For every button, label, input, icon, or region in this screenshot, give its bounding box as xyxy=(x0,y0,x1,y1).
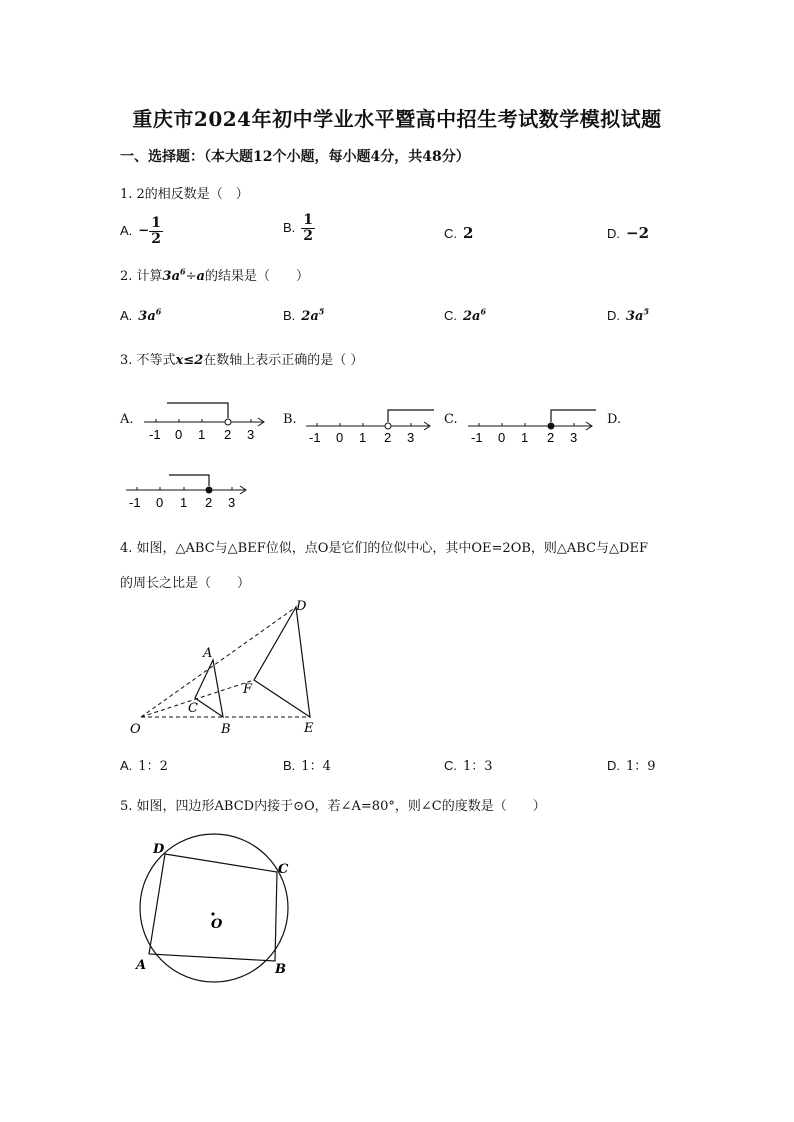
q2-expr-base: 3a xyxy=(162,269,181,284)
q1-option-d-label: D. xyxy=(607,226,620,241)
quadrilateral-abcd xyxy=(149,854,277,961)
center-point xyxy=(211,912,214,915)
q2-option-a-label: A. xyxy=(120,308,133,323)
q3-stem xyxy=(120,349,363,368)
q4-stem-line1: 4. 如图，△ABC与△BEF位似，点O是它们的位似中心，其中OE=2OB，则△ABC与△DEF xyxy=(120,541,648,556)
solution-ray xyxy=(551,410,596,422)
q1-option-c-value: 2 xyxy=(463,224,474,242)
q1-option-a-label: A. xyxy=(120,222,133,238)
open-endpoint xyxy=(225,419,231,425)
q2-stem-suffix: 的结果是（ ） xyxy=(204,269,309,284)
q4-option-b-value: 1：4 xyxy=(301,759,331,774)
q3-option-a-label: A. xyxy=(120,412,134,427)
q2-option-b-term: 2a xyxy=(301,309,319,324)
q4-option-c-label: C. xyxy=(444,758,457,773)
q2-stem-prefix: 2. 计算 xyxy=(120,269,163,284)
q1-option-c xyxy=(444,224,473,242)
q2-option-d-label: D. xyxy=(607,308,620,323)
tick-label: 3 xyxy=(570,430,578,445)
q1-option-b-denominator: 2 xyxy=(303,227,314,244)
closed-endpoint xyxy=(206,487,212,493)
q4-option-b-label: B. xyxy=(283,758,296,773)
tick-label: 1 xyxy=(180,495,188,510)
q2-stem xyxy=(120,265,309,284)
q2-option-b xyxy=(283,308,324,324)
solution-ray xyxy=(169,475,209,486)
closed-endpoint xyxy=(548,423,554,429)
q5-inscribed-quadrilateral-figure xyxy=(128,828,303,986)
q3-stem-suffix: 在数轴上表示正确的是（ ） xyxy=(203,353,364,368)
q4-option-a-label: A. xyxy=(120,758,133,773)
q2-option-d xyxy=(607,308,649,324)
q2-option-a xyxy=(120,308,161,324)
q1-option-d-value: −2 xyxy=(626,224,650,242)
solution-ray xyxy=(167,403,228,418)
q2-option-c-term: 2a xyxy=(463,309,481,324)
q2-option-d-term: 3a xyxy=(626,309,644,324)
q3-stem-prefix: 3. 不等式 xyxy=(120,353,176,368)
tick-label: 3 xyxy=(247,427,255,442)
q4-option-d xyxy=(607,755,656,774)
q1-option-a-numerator: 1 xyxy=(151,215,161,231)
triangle-abc xyxy=(195,660,223,717)
number-line-b xyxy=(302,402,438,448)
q4-option-b xyxy=(283,755,331,774)
number-line-d xyxy=(122,466,252,514)
q1-option-b-fraction xyxy=(301,213,315,243)
q4-stem-line2: 的周长之比是（ ） xyxy=(120,576,251,591)
q2-option-c-label: C. xyxy=(444,308,457,323)
q1-option-a-fraction xyxy=(149,216,163,246)
label-b: B xyxy=(275,962,286,977)
q4-option-c xyxy=(444,755,493,774)
tick-label: 0 xyxy=(498,430,506,445)
q2-expr-variable: a xyxy=(196,269,205,284)
q3-option-b-label: B. xyxy=(283,412,297,427)
label-a: A xyxy=(136,958,147,973)
q1-stem: 1. 2的相反数是（ ） xyxy=(120,187,249,202)
dashed-line-od xyxy=(141,607,296,717)
q5-stem: 5. 如图，四边形ABCD内接于⊙O，若∠A=80°，则∠C的度数是（ ） xyxy=(120,799,546,814)
open-endpoint xyxy=(385,423,391,429)
q3-option-d-label: D. xyxy=(607,412,622,427)
tick-label: 0 xyxy=(156,495,164,510)
triangle-def xyxy=(254,607,310,717)
tick-label: 1 xyxy=(198,427,206,442)
number-line-c xyxy=(464,402,600,448)
q1-option-d xyxy=(607,224,649,242)
q3-inequality: x≤2 xyxy=(175,353,204,368)
tick-label: 0 xyxy=(336,430,344,445)
number-line-a xyxy=(140,398,270,446)
tick-label: 3 xyxy=(228,495,236,510)
tick-label: 1 xyxy=(359,430,367,445)
q1-option-b-numerator: 1 xyxy=(303,212,314,228)
tick-label: 1 xyxy=(521,430,529,445)
solution-ray xyxy=(388,410,434,422)
tick-label: 2 xyxy=(384,430,392,445)
q4-similar-triangles-figure xyxy=(128,597,328,742)
tick-label: 2 xyxy=(547,430,555,445)
label-d: D xyxy=(153,842,165,857)
q4-option-d-value: 1：9 xyxy=(626,759,656,774)
q2-option-b-exponent: 5 xyxy=(318,306,325,317)
q1-option-b-label: B. xyxy=(283,219,296,235)
q1-option-c-label: C. xyxy=(444,226,457,241)
tick-label: 0 xyxy=(175,427,183,442)
q1-option-a-denominator: 2 xyxy=(151,230,161,247)
tick-label: -1 xyxy=(129,495,141,510)
label-d: D xyxy=(296,599,307,614)
q2-option-a-term: 3a xyxy=(138,309,156,324)
tick-label: -1 xyxy=(309,430,321,445)
q2-expr-divide: ÷ xyxy=(185,269,197,284)
page-title: 重庆市2024年初中学业水平暨高中招生考试数学模拟试题 xyxy=(132,107,662,131)
q2-option-a-exponent: 6 xyxy=(155,306,162,317)
label-o: O xyxy=(130,722,141,737)
label-f: F xyxy=(243,682,253,697)
q2-option-d-exponent: 5 xyxy=(643,306,650,317)
q4-option-c-value: 1：3 xyxy=(463,759,493,774)
q1-option-a-sign: − xyxy=(138,223,150,239)
tick-label: 2 xyxy=(224,427,232,442)
q2-option-c-exponent: 6 xyxy=(480,306,487,317)
tick-label: -1 xyxy=(149,427,161,442)
label-o: O xyxy=(211,917,223,932)
label-e: E xyxy=(304,721,314,736)
q4-option-a-value: 1：2 xyxy=(138,759,168,774)
q1-option-b xyxy=(283,213,315,243)
q2-expr-exponent: 6 xyxy=(180,266,186,277)
tick-label: 2 xyxy=(205,495,213,510)
q1-option-a xyxy=(120,216,163,246)
q2-option-b-label: B. xyxy=(283,308,296,323)
section-heading: 一、选择题：（本大题12个小题，每小题4分，共48分） xyxy=(120,149,470,165)
label-c: C xyxy=(278,862,289,877)
label-c: C xyxy=(188,701,198,716)
q3-option-c-label: C. xyxy=(444,412,458,427)
tick-label: -1 xyxy=(471,430,483,445)
q4-option-a xyxy=(120,755,168,774)
label-a: A xyxy=(203,646,213,661)
q4-option-d-label: D. xyxy=(607,758,620,773)
q2-option-c xyxy=(444,308,486,324)
label-b: B xyxy=(221,722,231,737)
tick-label: 3 xyxy=(407,430,415,445)
